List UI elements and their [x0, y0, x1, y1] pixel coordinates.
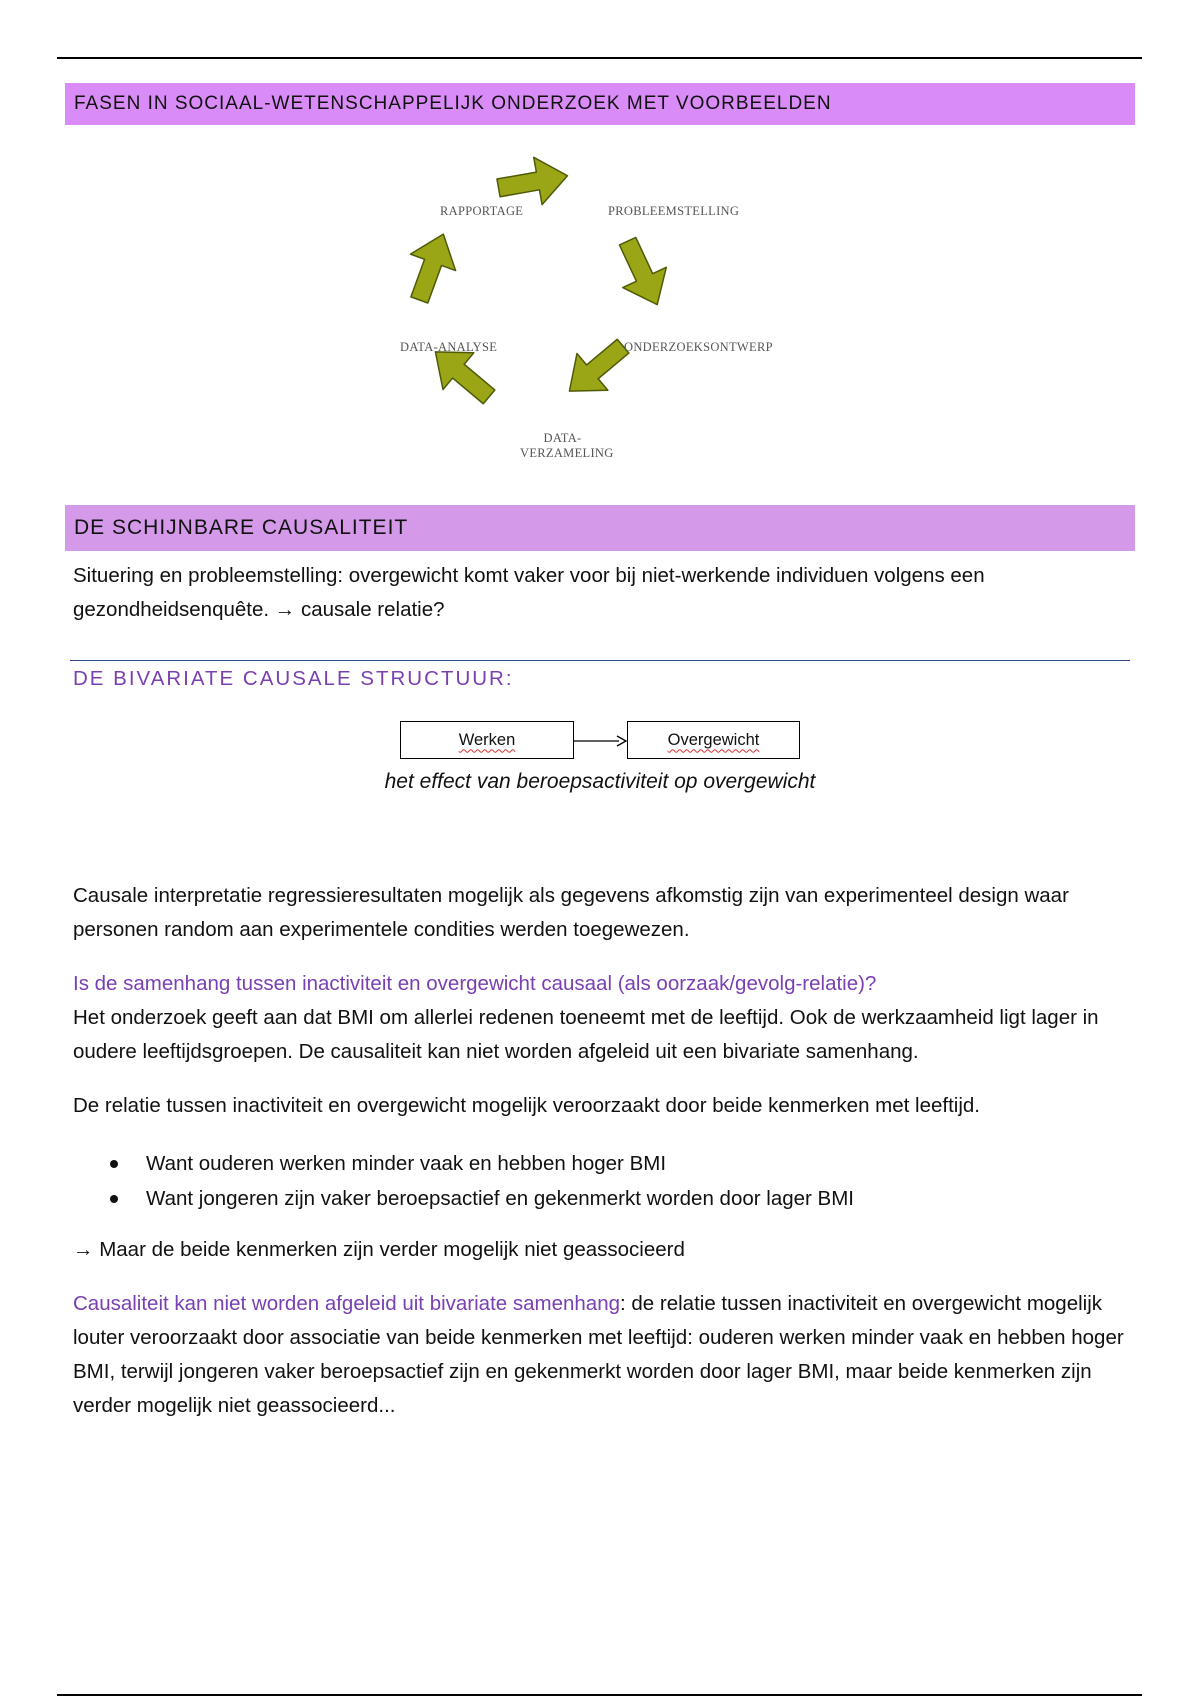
paragraph-interpretation: Causale interpretatie regressieresultaten mogelijk als gegevens afkomstig zijn van experimenteel design waar personen random aan experimentele condities werden toegewezen. [73, 884, 1069, 941]
paragraph-conclusion [73, 1287, 1138, 1423]
label-onderzoeksontwerp: ONDERZOEKSONTWERP [624, 340, 773, 354]
conclusion-lead: Causaliteit kan niet worden afgeleid uit bivariate samenhang [73, 1292, 621, 1315]
box-overgewicht: Overgewicht [627, 721, 800, 759]
paragraph-question: Is de samenhang tussen inactiviteit en overgewicht causaal (als oorzaak/gevolg-relatie)? [73, 972, 877, 995]
diagram-caption: het effect van beroepsactiviteit op overgewicht [384, 770, 816, 793]
causal-arrow-icon [573, 731, 629, 751]
list-item: Want jongeren zijn vaker beroepsactief en gekenmerkt worden door lager BMI [110, 1181, 854, 1216]
page-top-rule [57, 57, 1142, 59]
label-data-analyse: DATA-ANALYSE [400, 340, 498, 354]
arrow-to-probleemstelling [494, 152, 571, 211]
bullet-list [110, 1146, 854, 1216]
cycle-arrows [390, 140, 810, 470]
section-title: DE SCHIJNBARE CAUSALITEIT [74, 516, 409, 539]
list-item: Want ouderen werken minder vaak en hebben hoger BMI [110, 1146, 854, 1181]
label-rapportage: RAPPORTAGE [440, 204, 524, 218]
subheading-rule [70, 660, 1130, 661]
paragraph-but: → Maar de beide kenmerken zijn verder mogelijk niet geassocieerd [73, 1238, 685, 1261]
arrow-to-rapportage [397, 226, 466, 308]
page-bottom-rule [57, 1694, 1142, 1696]
paragraph-research: Het onderzoek geeft aan dat BMI om allerlei redenen toeneemt met de leeftijd. Ook de werkzaamheid ligt lager in oudere leeftijdsgroepen. De causaliteit kan niet worden afgeleid uit een bivariate samenhang. [73, 1006, 1099, 1063]
paragraph-relation: De relatie tussen inactiviteit en overgewicht mogelijk veroorzaakt door beide kenmerken met leeftijd. [73, 1094, 981, 1117]
label-dataverzameling: DATA- VERZAMELING [520, 431, 614, 460]
section-title: FASEN IN SOCIAAL-WETENSCHAPPELIJK ONDERZOEK MET VOORBEELDEN [74, 93, 832, 114]
research-cycle-diagram [390, 140, 810, 470]
intro-paragraph: Situering en probleemstelling: overgewicht komt vaker voor bij niet-werkende individuen volgens een gezondheidsenquête. → causale relatie? [73, 564, 985, 621]
arrow-to-onderzoeksontwerp [606, 231, 679, 315]
conclusion-rest: : de relatie tussen inactiviteit en overgewicht mogelijk louter veroorzaakt door associatie van beide kenmerken met leeftijd: ouderen werken minder vaak en hebben hoger BMI, terwijl jongeren vaker beroepsactief zijn en gekenmerkt worden door lager BMI, maar beide kenmerken zijn verder mogelijk niet geassocieerd... [73, 1292, 1124, 1417]
section-banner-causality [65, 505, 1135, 551]
box-werken: Werken [400, 721, 574, 759]
section-banner-phases [65, 83, 1135, 125]
subheading-bivariate: DE BIVARIATE CAUSALE STRUCTUUR: [73, 667, 514, 690]
label-probleemstelling: PROBLEEMSTELLING [608, 204, 740, 218]
